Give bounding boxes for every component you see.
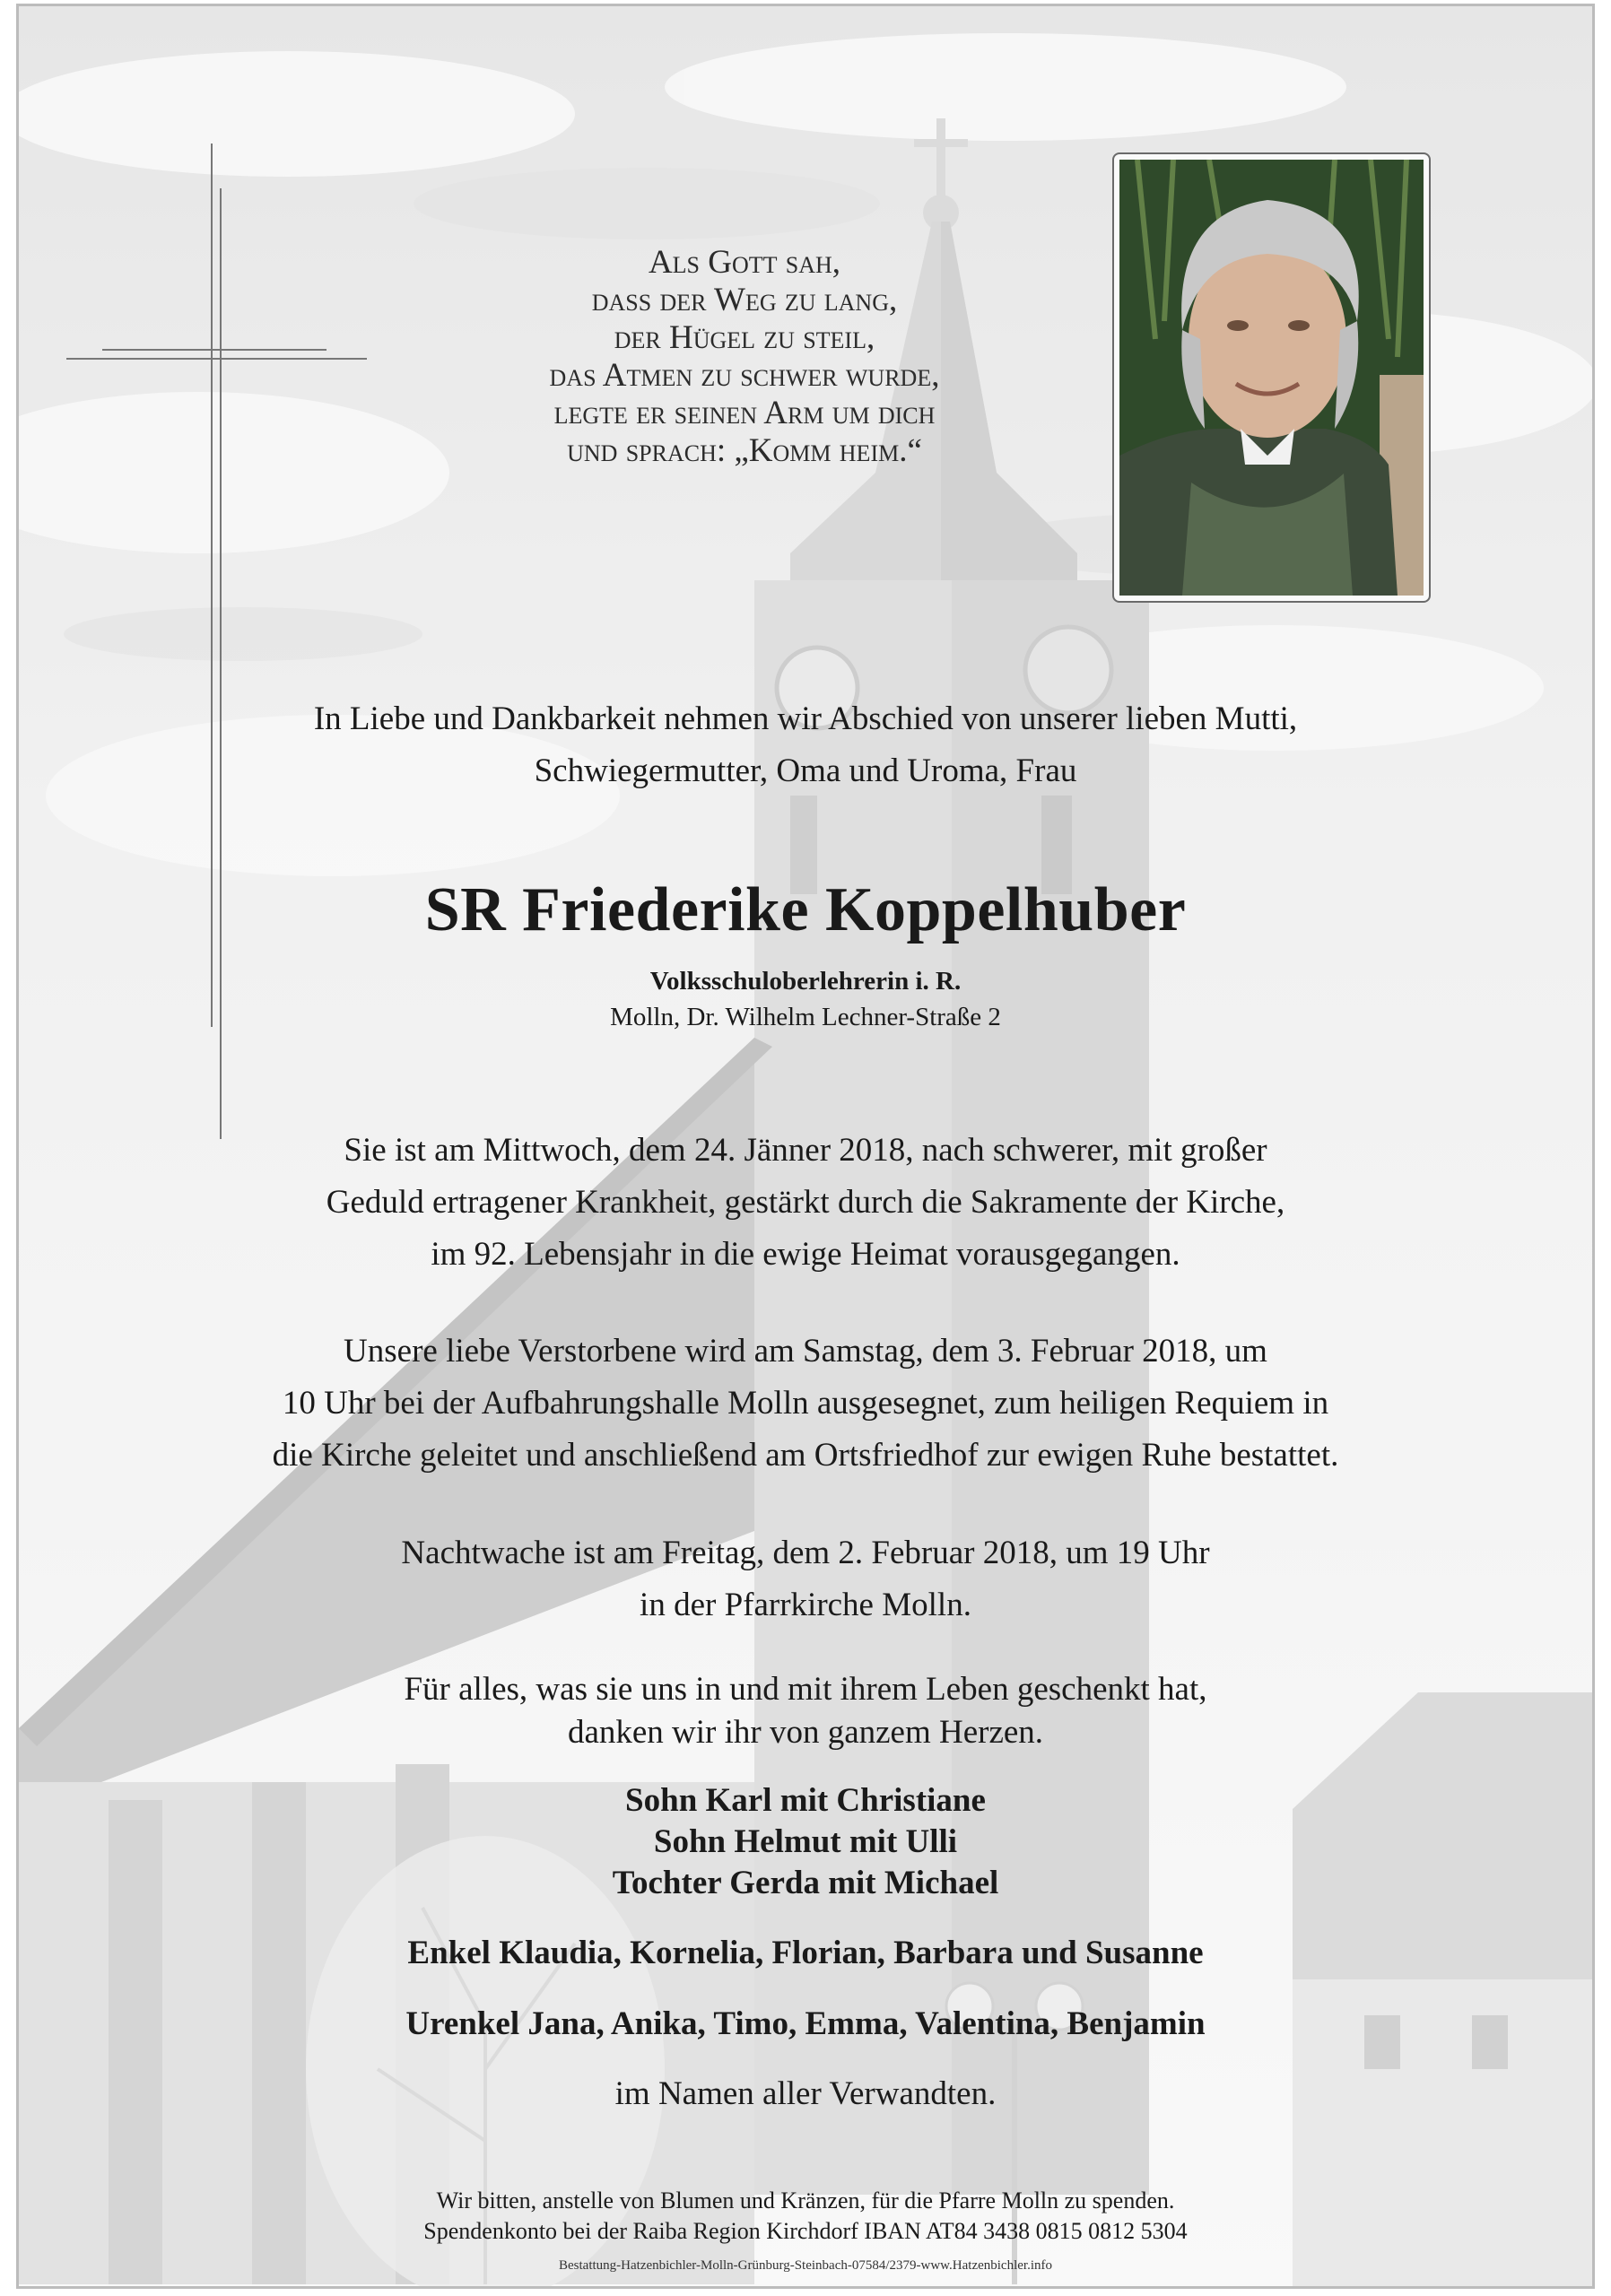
intro-line: In Liebe und Dankbarkeit nehmen wir Abschied von unserer lieben Mutti, — [313, 700, 1298, 737]
thanks-text — [0, 1668, 1611, 1754]
family-member: Sohn Karl mit Christiane — [625, 1782, 986, 1819]
donation-line: Spendenkonto bei der Raiba Region Kirchdorf IBAN AT84 3438 0815 0812 5304 — [423, 2218, 1188, 2244]
funeral-line: die Kirche geleitet und anschließend am Ortsfriedhof zur ewigen Ruhe bestattet. — [272, 1437, 1339, 1474]
vigil-line: in der Pfarrkirche Molln. — [640, 1587, 971, 1623]
death-notice-line: Sie ist am Mittwoch, dem 24. Jänner 2018, nach schwerer, mit großer — [344, 1132, 1267, 1169]
vigil-line: Nachtwache ist am Freitag, dem 2. Februar 2018, um 19 Uhr — [401, 1535, 1210, 1571]
funeral-line: Unsere liebe Verstorbene wird am Samstag, dem 3. Februar 2018, um — [344, 1333, 1267, 1370]
intro-text — [0, 693, 1611, 797]
great-grandchildren: Urenkel Jana, Anika, Timo, Emma, Valentina, Benjamin — [405, 2005, 1206, 2042]
vigil-info — [0, 1527, 1611, 1631]
memorial-verse — [502, 244, 987, 470]
intro-line: Schwiegermutter, Oma und Uroma, Frau — [534, 752, 1077, 789]
closing-line: im Namen aller Verwandten. — [614, 2075, 997, 2112]
funeral-home-footer: Bestattung-Hatzenbichler-Molln-Grünburg-Steinbach-07584/2379-www.Hatzenbichler.info — [559, 2258, 1052, 2273]
family-list — [0, 1780, 1611, 1904]
verse-line: legte er seinen Arm um dich — [553, 395, 936, 431]
donation-line: Wir bitten, anstelle von Blumen und Kränzen, für die Pfarre Molln zu spenden. — [436, 2187, 1175, 2213]
donation-note — [0, 2186, 1611, 2247]
verse-line: Als Gott sah, — [648, 244, 841, 281]
thanks-line: danken wir ihr von ganzem Herzen. — [567, 1714, 1044, 1751]
grandchildren: Enkel Klaudia, Kornelia, Florian, Barbara und Susanne — [407, 1935, 1204, 1971]
family-member: Sohn Helmut mit Ulli — [653, 1823, 958, 1860]
funeral-line: 10 Uhr bei der Aufbahrungshalle Molln ausgesegnet, zum heiligen Requiem in — [282, 1385, 1329, 1422]
death-notice-line: im 92. Lebensjahr in die ewige Heimat vorausgegangen. — [431, 1236, 1180, 1273]
death-notice-line: Geduld ertragener Krankheit, gestärkt durch die Sakramente der Kirche, — [326, 1184, 1285, 1221]
deceased-name: SR Friederike Koppelhuber — [424, 875, 1187, 944]
thanks-line: Für alles, was sie uns in und mit ihrem Leben geschenkt hat, — [404, 1671, 1207, 1708]
verse-line: das Atmen zu schwer wurde, — [549, 357, 940, 394]
funeral-info — [0, 1326, 1611, 1482]
verse-line: dass der Weg zu lang, — [591, 282, 898, 318]
deceased-title: Volksschuloberlehrerin i. R. — [649, 967, 962, 996]
death-notice — [0, 1125, 1611, 1281]
portrait-photo — [1112, 152, 1431, 603]
deceased-address: Molln, Dr. Wilhelm Lechner-Straße 2 — [610, 1003, 1001, 1031]
verse-line: und sprach: „Komm heim.“ — [567, 432, 922, 469]
family-member: Tochter Gerda mit Michael — [612, 1865, 999, 1901]
verse-line: der Hügel zu steil, — [614, 319, 875, 356]
